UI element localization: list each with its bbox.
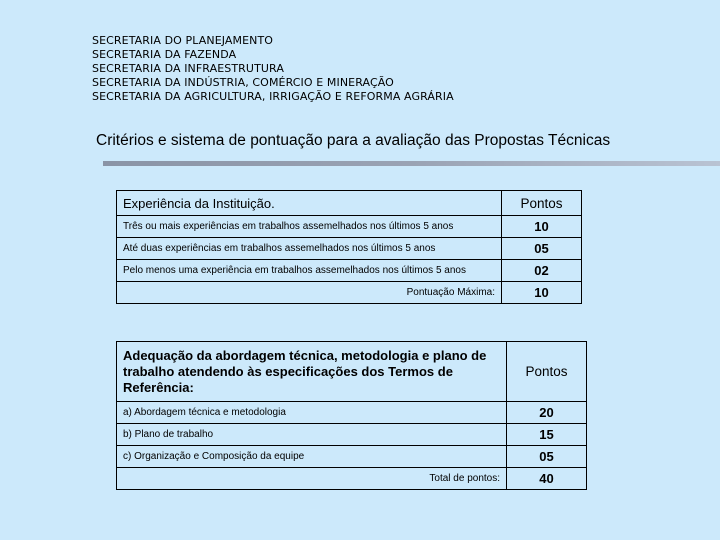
- secretariats-header: [92, 34, 454, 104]
- points-heading: Pontos: [507, 342, 587, 402]
- criterion-label: Três ou mais experiências em trabalhos assemelhados nos últimos 5 anos: [117, 216, 502, 238]
- total-points: 40: [507, 468, 587, 490]
- criterion-points: 05: [507, 446, 587, 468]
- table-header-row: [117, 342, 587, 402]
- total-label: Total de pontos:: [117, 468, 507, 490]
- criterion-label: Pelo menos uma experiência em trabalhos assemelhados nos últimos 5 anos: [117, 260, 502, 282]
- institution-experience-table: [116, 190, 582, 304]
- criterion-label: b) Plano de trabalho: [117, 424, 507, 446]
- criterion-points: 02: [502, 260, 582, 282]
- page-title: Critérios e sistema de pontuação para a avaliação das Propostas Técnicas: [96, 132, 611, 149]
- criterion-points: 20: [507, 402, 587, 424]
- table-row: [117, 424, 587, 446]
- table-row: [117, 238, 582, 260]
- criterion-label: Até duas experiências em trabalhos assemelhados nos últimos 5 anos: [117, 238, 502, 260]
- header-line: SECRETARIA DA INDÚSTRIA, COMÉRCIO E MINERAÇÃO: [92, 76, 394, 89]
- table-total-row: [117, 468, 587, 490]
- total-label: Pontuação Máxima:: [117, 282, 502, 304]
- table-total-row: [117, 282, 582, 304]
- table-header-row: [117, 191, 582, 216]
- table-row: [117, 402, 587, 424]
- criterion-label: a) Abordagem técnica e metodologia: [117, 402, 507, 424]
- criterion-points: 05: [502, 238, 582, 260]
- table-heading: Adequação da abordagem técnica, metodologia e plano de trabalho atendendo às especificações dos Termos de Referência:: [117, 342, 507, 402]
- header-line: SECRETARIA DO PLANEJAMENTO: [92, 34, 274, 47]
- table-row: [117, 446, 587, 468]
- criterion-points: 10: [502, 216, 582, 238]
- table-row: [117, 216, 582, 238]
- technical-approach-table: [116, 341, 587, 490]
- header-line: SECRETARIA DA AGRICULTURA, IRRIGAÇÃO E REFORMA AGRÁRIA: [92, 90, 454, 103]
- table-row: [117, 260, 582, 282]
- table-heading: Experiência da Instituição.: [117, 191, 502, 216]
- header-line: SECRETARIA DA FAZENDA: [92, 48, 237, 61]
- title-divider: [103, 161, 720, 166]
- total-points: 10: [502, 282, 582, 304]
- criterion-label: c) Organização e Composição da equipe: [117, 446, 507, 468]
- header-line: SECRETARIA DA INFRAESTRUTURA: [92, 62, 284, 75]
- points-heading: Pontos: [502, 191, 582, 216]
- criterion-points: 15: [507, 424, 587, 446]
